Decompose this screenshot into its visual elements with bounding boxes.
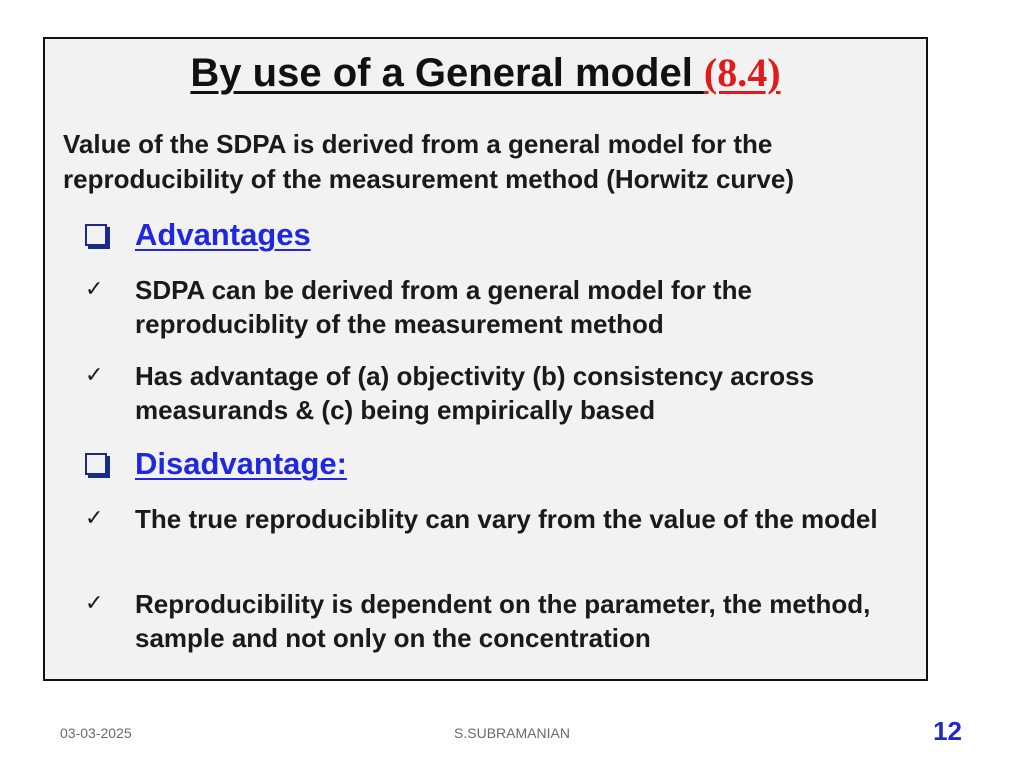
footer-author: S.SUBRAMANIAN [454,725,570,741]
checkmark-icon: ✓ [85,277,104,302]
section-advantages [85,217,311,253]
checkmark-icon: ✓ [85,363,104,388]
hollow-square-icon [85,453,107,475]
list-item [85,587,915,655]
section-disadvantage [85,446,347,482]
section-heading-advantages: Advantages [135,217,311,252]
list-item [85,359,915,427]
section-heading-disadvantage: Disadvantage: [135,446,347,481]
bullet-text: SDPA can be derived from a general model for the reproduciblity of the measurement method [135,275,752,339]
list-item [85,502,915,536]
footer-date: 03-03-2025 [60,725,132,741]
bullet-text: Has advantage of (a) objectivity (b) consistency across measurands & (c) being empirically based [135,361,815,425]
slide-title [45,49,926,96]
list-item [85,273,915,341]
bullet-text: The true reproduciblity can vary from the value of the model [135,504,878,534]
title-text: By use of a General model [190,51,704,95]
page-number: 12 [933,716,962,746]
hollow-square-icon [85,224,107,246]
checkmark-icon: ✓ [85,506,104,531]
content-box [43,37,928,681]
intro-paragraph: Value of the SDPA is derived from a general model for the reproducibility of the measurement method (Horwitz curve) [63,129,794,194]
bullet-text: Reproducibility is dependent on the parameter, the method, sample and not only on the concentration [135,589,871,653]
title-section-number: (8.4) [703,50,781,95]
checkmark-icon: ✓ [85,591,104,616]
